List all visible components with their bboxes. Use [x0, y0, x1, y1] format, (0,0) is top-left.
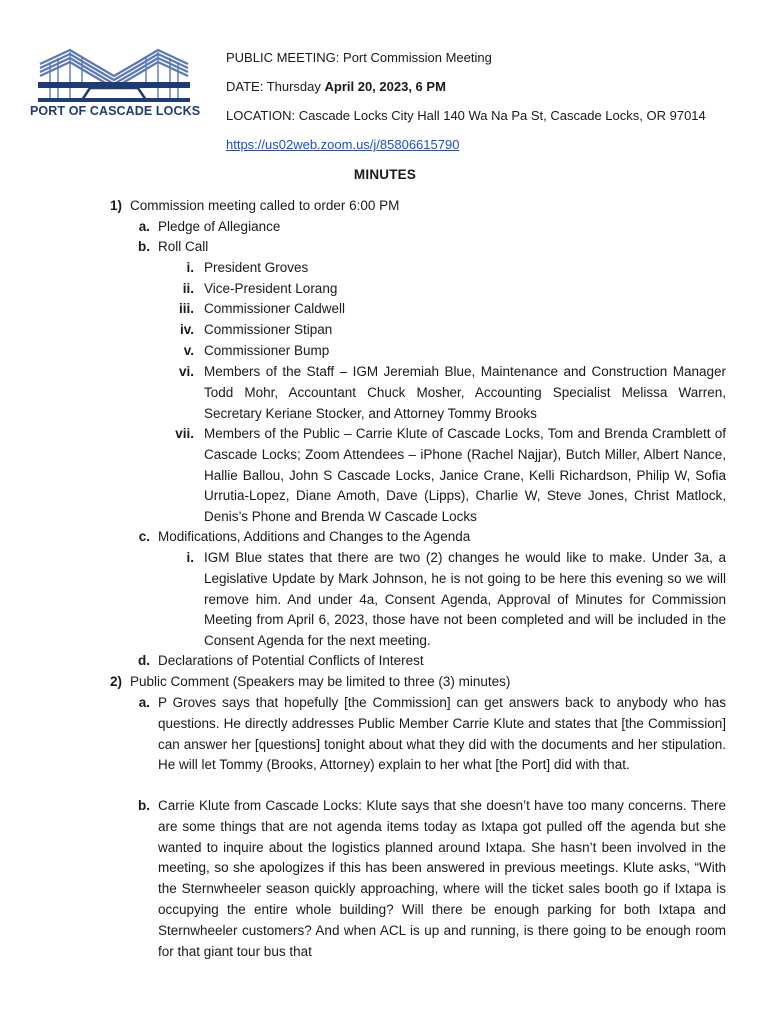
meeting-title: PUBLIC MEETING: Port Commission Meeting	[226, 50, 492, 65]
date-value: April 20, 2023, 6 PM	[324, 79, 446, 94]
item-2a-text: P Groves says that hopefully [the Commission] can get answers back to anybody who has questions. He directly addresses Public Member Carrie Klute and states that [the Commission] can answer her [questions] tonight about what they did with the documents and her stipulation. He will let Tommy (Brooks, Attorney) explain to her what [the Port] did with that.	[158, 695, 726, 773]
logo-text: PORT OF CASCADE LOCKS	[30, 104, 201, 118]
date-prefix: DATE: Thursday	[226, 79, 325, 94]
roll-vi-text: Members of the Staff – IGM Jeremiah Blue, Maintenance and Construction Manager Todd Mohr, Accountant Chuck Mosher, Accounting Specialist Melissa Warren, Secretary Keriane Stocker, and Attorney Tommy Brooks	[204, 364, 726, 421]
item-1b-marker: b.	[138, 239, 150, 254]
roll-v-text: Commissioner Bump	[204, 343, 330, 358]
item-1-text: Commission meeting called to order 6:00 PM	[130, 198, 400, 213]
agenda-i-marker: i.	[186, 550, 194, 565]
item-1-marker: 1)	[109, 198, 122, 213]
roll-v-marker: v.	[183, 343, 194, 358]
roll-vii-marker: vii.	[175, 426, 194, 441]
roll-i-text: President Groves	[204, 260, 309, 275]
roll-vi-marker: vi.	[178, 364, 194, 379]
roll-iii-marker: iii.	[178, 301, 194, 316]
item-1c-marker: c.	[138, 529, 150, 544]
roll-ii-marker: ii.	[182, 281, 194, 296]
item-1a-marker: a.	[138, 219, 150, 234]
meeting-location: LOCATION: Cascade Locks City Hall 140 Wa Na Pa St, Cascade Locks, OR 97014	[226, 108, 706, 123]
item-2-marker: 2)	[109, 674, 122, 689]
item-2b-marker: b.	[138, 798, 150, 813]
item-1a-text: Pledge of Allegiance	[158, 219, 281, 234]
item-2b-text: Carrie Klute from Cascade Locks: Klute says that she doesn’t have too many concerns. There are some things that are not agenda items today as Ixtapa got pulled off the agenda but she wanted to inquire about the logistics planned around Ixtapa. She hasn’t been involved in the meeting, so she apologizes if this has been answered in previous meetings. Klute asks, “With the Sternwheeler season quickly approaching, where will the ticket sales booth go if Ixtapa is occupying the entire whole building? Will there be enough parking for both Ixtapa and Sternwheeler customers? And when ACL is up and running, is there going to be enough room for that giant tour bus that	[158, 798, 726, 959]
roll-ii-text: Vice-President Lorang	[204, 281, 338, 296]
item-1d-marker: d.	[138, 653, 150, 668]
roll-iii-text: Commissioner Caldwell	[204, 301, 346, 316]
item-2-text: Public Comment (Speakers may be limited to three (3) minutes)	[130, 674, 511, 689]
item-1b-text: Roll Call	[158, 239, 209, 254]
port-logo-bridge-icon	[30, 42, 201, 132]
roll-iv-marker: iv.	[179, 322, 194, 337]
item-2a-marker: a.	[138, 695, 150, 710]
item-1d-text: Declarations of Potential Conflicts of Interest	[158, 653, 424, 668]
roll-iv-text: Commissioner Stipan	[204, 322, 333, 337]
agenda-i-text: IGM Blue states that there are two (2) changes he would like to make. Under 3a, a Legislative Update by Mark Johnson, he is not going to be here this evening so we will remove him. And under 4a, Consent Agenda, Approval of Minutes for Commission Meeting from April 6, 2023, those have not been completed and will be included in the Consent Agenda for the next meeting.	[204, 550, 726, 649]
document-title: MINUTES	[353, 167, 417, 182]
meeting-date	[226, 79, 446, 95]
roll-i-marker: i.	[186, 260, 194, 275]
item-1c-text: Modifications, Additions and Changes to the Agenda	[158, 529, 471, 544]
roll-vii-text: Members of the Public – Carrie Klute of Cascade Locks, Tom and Brenda Cramblett of Cascade Locks; Zoom Attendees – iPhone (Rachel Najjar), Butch Miller, Albert Nance, Hallie Ballou, John S Cascade Locks, Janice Crane, Kelli Richardson, Philip W, Sofia Urrutia-Lopez, Diane Amoth, Dave (Lipps), Charlie W, Steve Jones, Christ Matlock, Denis’s Phone and Brenda W Cascade Locks	[204, 426, 726, 525]
zoom-link[interactable]: https://us02web.zoom.us/j/85806615790	[226, 137, 460, 152]
